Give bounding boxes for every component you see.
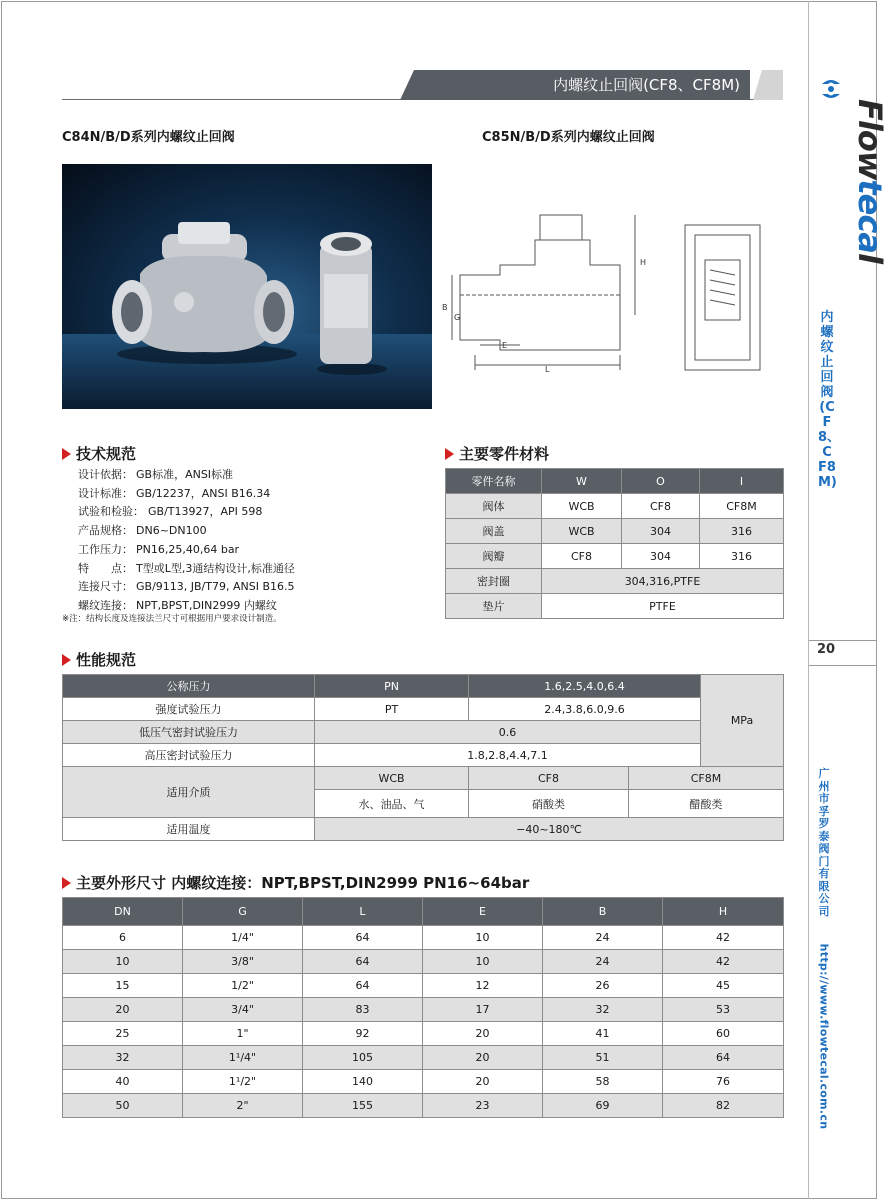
page-title: 内螺纹止回阀(CF8、CF8M): [553, 76, 740, 94]
right-product-caption: C85N/B/D系列内螺纹止回阀: [482, 130, 655, 145]
page-number: 20: [816, 642, 836, 657]
tech-spec-title: 技术规范: [76, 445, 137, 463]
left-product-caption: C84N/B/D系列内螺纹止回阀: [62, 130, 235, 145]
spec-row: 设计标准： GB/12237，ANSI B16.34: [78, 486, 271, 500]
performance-heading: [62, 649, 136, 670]
spec-row: 试验和检验： GB/T13927，API 598: [78, 505, 263, 519]
page-number-rule-bottom: [809, 665, 877, 666]
table-row: 强度试验压力 PT 2.4,3.8,6.0,9.6: [63, 698, 784, 721]
sidebar-category: 内螺纹止回阀(CF8、CF8M): [818, 310, 841, 490]
brand-name-suffix: l: [851, 252, 889, 263]
dimensions-table: [62, 897, 784, 1118]
spec-row: 工作压力： PN16,25,40,64 bar: [78, 542, 240, 556]
materials-table: [445, 468, 784, 619]
drawing-label-e: E: [502, 341, 508, 350]
spec-row: 产品规格： DN6~DN100: [78, 524, 207, 538]
table-row: 32 1¹/4" 105 20 51 64: [63, 1046, 784, 1070]
section-arrow-icon: [62, 654, 71, 666]
table-row: 25 1" 92 20 41 60: [63, 1022, 784, 1046]
page-number-rule-top: [809, 640, 877, 641]
spec-row: 连接尺寸： GB/9113, JB/T79, ANSI B16.5: [78, 580, 295, 594]
table-row: 10 3/8" 64 10 24 42: [63, 950, 784, 974]
brand-name-highlight: teca: [851, 179, 889, 253]
table-row: 20 3/4" 83 17 32 53: [63, 998, 784, 1022]
table-header-row: DN G L E B H: [63, 898, 784, 926]
spec-row: 设计依据： GB标准，ANSI标准: [78, 468, 234, 481]
table-row: 适用介质 WCB CF8 CF8M: [63, 767, 784, 790]
brand-name-prefix: Flow: [851, 99, 889, 180]
section-arrow-icon: [62, 448, 71, 460]
table-row: 50 2" 155 23 69 82: [63, 1094, 784, 1118]
table-row: 垫片 PTFE: [446, 594, 784, 619]
table-row: 阀体 WCB CF8 CF8M: [446, 494, 784, 519]
table-row: 阀盖 WCB 304 316: [446, 519, 784, 544]
dimensions-heading: [62, 872, 529, 893]
table-row: 15 1/2" 64 12 26 45: [63, 974, 784, 998]
table-row: 高压密封试验压力 1.8,2.8,4.4,7.1: [63, 744, 784, 767]
materials-heading: [445, 443, 549, 464]
tech-spec-heading: [62, 443, 136, 464]
performance-title: 性能规范: [76, 651, 137, 669]
drawing-label-l: L: [545, 365, 550, 374]
table-row: 6 1/4" 64 10 24 42: [63, 926, 784, 950]
table-header-row: 零件名称 W O I: [446, 469, 784, 494]
section-arrow-icon: [445, 448, 454, 460]
table-row: 密封圈 304,316,PTFE: [446, 569, 784, 594]
section-arrow-icon: [62, 877, 71, 889]
sidebar-url: http://www.flowtecal.com.cn: [817, 943, 831, 1130]
tech-spec-list: [78, 466, 418, 616]
table-row: 阀瓣 CF8 304 316: [446, 544, 784, 569]
valve-technical-drawing: [440, 200, 780, 375]
sidebar-divider: [808, 1, 809, 1199]
table-row: 公称压力 PN 1.6,2.5,4.0,6.4 MPa: [63, 675, 784, 698]
drawing-label-b: B: [442, 303, 448, 312]
brand-name: [851, 99, 889, 263]
design-note: ※注：结构长度及连接法兰尺寸可根据用户要求设计制造。: [62, 614, 282, 624]
drawing-label-h: H: [640, 258, 647, 267]
table-row: 水、油品、气 硝酸类 醋酸类: [63, 790, 784, 818]
brand-logo-icon: [818, 76, 844, 102]
spec-row: 特 点： T型或L型,3通结构设计,标准通径: [78, 561, 295, 575]
table-row: 40 1¹/2" 140 20 58 76: [63, 1070, 784, 1094]
drawing-label-g: G: [454, 313, 461, 322]
valve-product-photo: [62, 164, 432, 409]
sidebar-company: 广州市孚罗泰阀门有限公司: [818, 767, 830, 918]
spec-row: 螺纹连接： NPT,BPST,DIN2999 内螺纹: [78, 598, 277, 612]
performance-table: [62, 674, 784, 841]
table-row: 适用温度 −40~180℃: [63, 818, 784, 841]
table-row: 低压气密封试验压力 0.6: [63, 721, 784, 744]
materials-title: 主要零件材料: [459, 445, 550, 463]
dimensions-title: 主要外形尺寸 内螺纹连接：NPT,BPST,DIN2999 PN16~64bar: [76, 874, 530, 892]
